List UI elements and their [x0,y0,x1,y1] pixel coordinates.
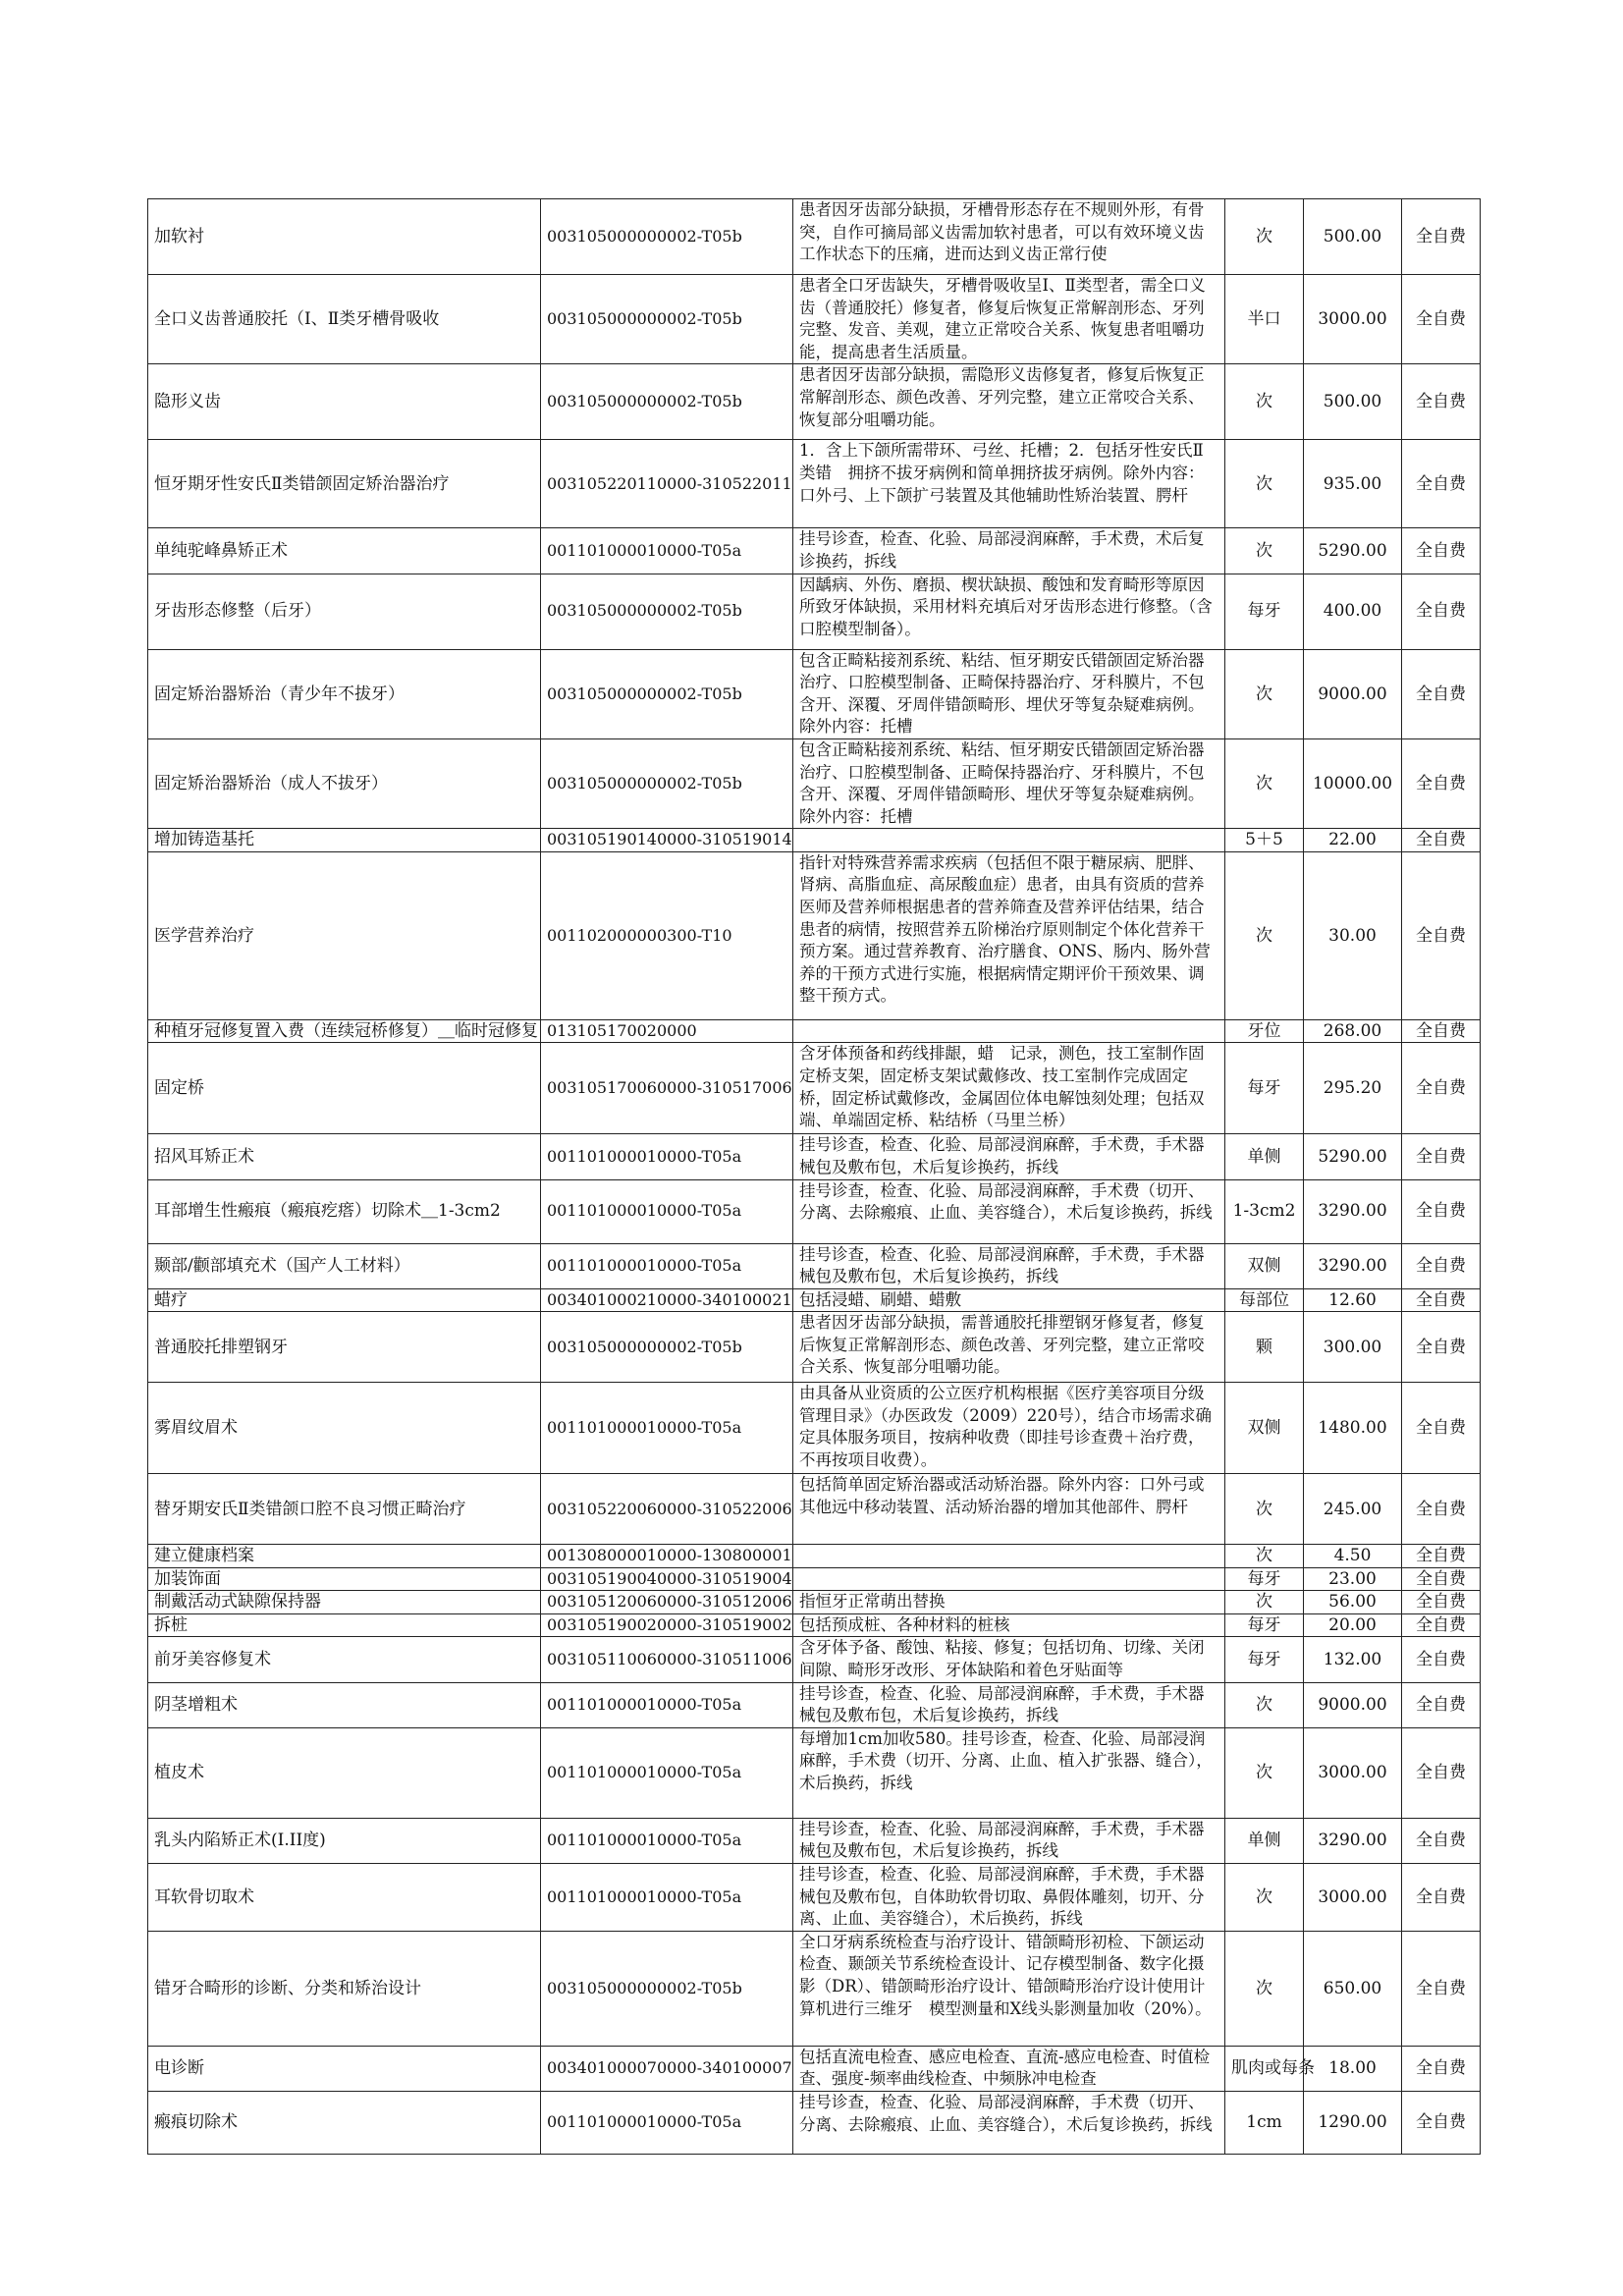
cell-code: 003401000210000-340100021 [541,1288,793,1312]
cell-price: 20.00 [1304,1613,1402,1637]
cell-desc: 由具备从业资质的公立医疗机构根据《医疗美容项目分级管理目录》（办医政发（2009）220号），结合市场需求确定具体服务项目，按病种收费（即挂号诊查费＋治疗费，不再按项目收费）。 [793,1383,1225,1474]
cell-code: 001101000010000-T05a [541,1682,793,1727]
cell-price: 9000.00 [1304,1682,1402,1727]
table-row [148,1727,1481,1818]
cell-desc: 每增加1cm加收580。挂号诊查，检查、化验、局部浸润麻醉，手术费（切开、分离、止血、植入扩张器、缝合），术后换药，拆线 [793,1727,1225,1818]
cell-name: 耳部增生性瘢痕（瘢痕疙瘩）切除术＿1-3cm2 [148,1179,541,1243]
cell-unit: 半口 [1225,275,1304,364]
cell-name: 瘢痕切除术 [148,2092,541,2155]
cell-name: 加装饰面 [148,1567,541,1591]
cell-pay: 全自费 [1402,364,1481,440]
cell-price: 935.00 [1304,440,1402,528]
table-row [148,1818,1481,1863]
cell-pay: 全自费 [1402,1637,1481,1682]
table-row [148,738,1481,828]
cell-unit: 次 [1225,1727,1304,1818]
cell-unit: 次 [1225,1591,1304,1614]
cell-name: 蜡疗 [148,1288,541,1312]
cell-pay: 全自费 [1402,1864,1481,1932]
cell-pay: 全自费 [1402,1288,1481,1312]
cell-price: 3290.00 [1304,1818,1402,1863]
cell-unit: 次 [1225,851,1304,1019]
cell-unit: 颗 [1225,1312,1304,1383]
cell-pay: 全自费 [1402,1727,1481,1818]
cell-name: 替牙期安氏Ⅱ类错颌口腔不良习惯正畸治疗 [148,1474,541,1545]
cell-code: 003105220110000-310522011 [541,440,793,528]
cell-name: 制戴活动式缺隙保持器 [148,1591,541,1614]
cell-unit: 次 [1225,528,1304,574]
cell-pay: 全自费 [1402,649,1481,738]
cell-desc: 指针对特殊营养需求疾病（包括但不限于糖尿病、肥胖、肾病、高脂血症、高尿酸血症）患者，由具有资质的营养医师及营养师根据患者的营养筛查及营养评估结果，结合患者的病情，按照营养五阶梯治疗原则制定个体化营养干预方案。通过营养教育、治疗膳食、ONS、肠内、肠外营养的干预方式进行实施，根据病情定期评价干预效果、调整干预方式。 [793,851,1225,1019]
cell-name: 错牙合畸形的诊断、分类和矫治设计 [148,1931,541,2046]
cell-pay: 全自费 [1402,199,1481,275]
cell-code: 003105110060000-310511006 [541,1637,793,1682]
table-row [148,1179,1481,1243]
table-row [148,1474,1481,1545]
cell-name: 雾眉纹眉术 [148,1383,541,1474]
cell-desc: 全口牙病系统检查与治疗设计、错颌畸形初检、下颌运动检查、颞颌关节系统检查设计、记存模型制备、数字化摄影（DR）、错颌畸形治疗设计、错颌畸形治疗设计使用计算机进行三维牙 模型测量和X线头影测量加收（20%）。 [793,1931,1225,2046]
cell-unit: 次 [1225,440,1304,528]
cell-pay: 全自费 [1402,2046,1481,2091]
cell-unit: 次 [1225,649,1304,738]
cell-name: 耳软骨切取术 [148,1864,541,1932]
cell-code: 003105000000002-T05b [541,574,793,649]
cell-code: 003401000070000-340100007 [541,2046,793,2091]
cell-pay: 全自费 [1402,574,1481,649]
cell-desc: 包含正畸粘接剂系统、粘结、恒牙期安氏错颌固定矫治器治疗、口腔模型制备、正畸保持器治疗、牙科膜片，不包含开、深覆、牙周伴错颌畸形、埋伏牙等复杂疑难病例。除外内容：托槽 [793,738,1225,828]
cell-unit: 1cm [1225,2092,1304,2155]
cell-desc: 指恒牙正常萌出替换 [793,1591,1225,1614]
cell-name: 医学营养治疗 [148,851,541,1019]
cell-code: 001101000010000-T05a [541,2092,793,2155]
table-row [148,1545,1481,1568]
cell-name: 阴茎增粗术 [148,1682,541,1727]
table-row [148,528,1481,574]
cell-code: 003105000000002-T05b [541,738,793,828]
cell-desc: 1．含上下颌所需带环、弓丝、托槽；2．包括牙性安氏Ⅱ类错 拥挤不拔牙病例和简单拥挤拔牙病例。除外内容：口外弓、上下颌扩弓装置及其他辅助性矫治装置、腭杆 [793,440,1225,528]
table-row [148,1243,1481,1288]
cell-code: 003105190040000-310519004 [541,1567,793,1591]
cell-price: 9000.00 [1304,649,1402,738]
cell-unit: 每牙 [1225,574,1304,649]
cell-code: 003105000000002-T05b [541,275,793,364]
cell-unit: 1-3cm2 [1225,1179,1304,1243]
table-row [148,1591,1481,1614]
cell-unit: 次 [1225,1545,1304,1568]
cell-pay: 全自费 [1402,1545,1481,1568]
cell-code: 001102000000300-T10 [541,851,793,1019]
cell-desc [793,1545,1225,1568]
cell-code: 001101000010000-T05a [541,1243,793,1288]
fee-table [147,198,1481,2155]
cell-code: 003105000000002-T05b [541,199,793,275]
table-row [148,1864,1481,1932]
table-row [148,1613,1481,1637]
cell-pay: 全自费 [1402,1567,1481,1591]
cell-unit: 每部位 [1225,1288,1304,1312]
cell-code: 003105000000002-T05b [541,649,793,738]
table-row [148,364,1481,440]
cell-name: 牙齿形态修整（后牙） [148,574,541,649]
cell-name: 种植牙冠修复置入费（连续冠桥修复）＿临时冠修复 [148,1019,541,1043]
cell-price: 400.00 [1304,574,1402,649]
cell-unit: 每牙 [1225,1613,1304,1637]
table-row [148,1019,1481,1043]
cell-desc [793,1019,1225,1043]
cell-unit: 每牙 [1225,1637,1304,1682]
table-row [148,1288,1481,1312]
cell-price: 23.00 [1304,1567,1402,1591]
cell-pay: 全自费 [1402,851,1481,1019]
cell-unit: 次 [1225,1864,1304,1932]
cell-name: 全口义齿普通胶托（Ⅰ、Ⅱ类牙槽骨吸收 [148,275,541,364]
cell-desc: 挂号诊查，检查、化验、局部浸润麻醉，手术费（切开、分离、去除瘢痕、止血、美容缝合），术后复诊换药，拆线 [793,1179,1225,1243]
cell-pay: 全自费 [1402,1134,1481,1179]
cell-pay: 全自费 [1402,738,1481,828]
cell-desc: 患者因牙齿部分缺损，需隐形义齿修复者，修复后恢复正常解剖形态、颜色改善、牙列完整，建立正常咬合关系、恢复部分咀嚼功能。 [793,364,1225,440]
table-row [148,440,1481,528]
cell-pay: 全自费 [1402,1179,1481,1243]
cell-desc [793,1567,1225,1591]
cell-price: 500.00 [1304,199,1402,275]
cell-desc: 挂号诊查，检查、化验、局部浸润麻醉，手术费（切开、分离、去除瘢痕、止血、美容缝合），术后复诊换药，拆线 [793,2092,1225,2155]
cell-desc: 患者因牙齿部分缺损，牙槽骨形态存在不规则外形，有骨突，自作可摘局部义齿需加软衬患者，可以有效环境义齿工作状态下的压痛，进而达到义齿正常行使 [793,199,1225,275]
cell-code: 013105170020000 [541,1019,793,1043]
cell-code: 001308000010000-130800001 [541,1545,793,1568]
cell-price: 3290.00 [1304,1179,1402,1243]
cell-desc: 挂号诊查，检查、化验、局部浸润麻醉，手术费，术后复诊换药，拆线 [793,528,1225,574]
cell-desc: 因龋病、外伤、磨损、楔状缺损、酸蚀和发育畸形等原因所致牙体缺损，采用材料充填后对牙齿形态进行修整。（含口腔模型制备）。 [793,574,1225,649]
cell-pay: 全自费 [1402,440,1481,528]
cell-unit: 次 [1225,364,1304,440]
table-row [148,1312,1481,1383]
cell-pay: 全自费 [1402,1019,1481,1043]
cell-price: 10000.00 [1304,738,1402,828]
cell-price: 245.00 [1304,1474,1402,1545]
cell-price: 500.00 [1304,364,1402,440]
table-row [148,275,1481,364]
cell-price: 12.60 [1304,1288,1402,1312]
cell-pay: 全自费 [1402,275,1481,364]
table-row [148,1383,1481,1474]
cell-unit: 次 [1225,1682,1304,1727]
cell-desc: 含牙体预备和药线排龈，蜡 记录，测色，技工室制作固定桥支架，固定桥支架试戴修改、技工室制作完成固定桥，固定桥试戴修改，金属固位体电解蚀刻处理；包括双端、单端固定桥、粘结桥（马里兰桥） [793,1043,1225,1134]
cell-code: 003105170060000-310517006 [541,1043,793,1134]
cell-pay: 全自费 [1402,1474,1481,1545]
cell-price: 3000.00 [1304,275,1402,364]
cell-unit: 单侧 [1225,1134,1304,1179]
cell-unit: 肌肉或每条 [1225,2046,1304,2091]
cell-desc: 挂号诊查，检查、化验、局部浸润麻醉，手术费，手术器械包及敷布包，术后复诊换药，拆线 [793,1134,1225,1179]
cell-code: 003105000000002-T05b [541,1931,793,2046]
cell-desc: 患者全口牙齿缺失，牙槽骨吸收呈Ⅰ、Ⅱ类型者，需全口义齿（普通胶托）修复者，修复后恢复正常解剖形态、牙列完整、发音、美观，建立正常咬合关系、恢复患者咀嚼功能，提高患者生活质量。 [793,275,1225,364]
cell-desc: 挂号诊查，检查、化验、局部浸润麻醉，手术费，手术器械包及敷布包，术后复诊换药，拆线 [793,1818,1225,1863]
cell-price: 5290.00 [1304,1134,1402,1179]
cell-desc: 挂号诊查，检查、化验、局部浸润麻醉，手术费，手术器械包及敷布包，自体助软骨切取、鼻假体雕刻，切开、分离、止血、美容缝合），术后换药，拆线 [793,1864,1225,1932]
cell-pay: 全自费 [1402,1613,1481,1637]
cell-desc: 包括浸蜡、刷蜡、蜡敷 [793,1288,1225,1312]
cell-unit: 次 [1225,738,1304,828]
cell-price: 5290.00 [1304,528,1402,574]
cell-desc: 包括预成桩、各种材料的桩核 [793,1613,1225,1637]
cell-unit: 每牙 [1225,1567,1304,1591]
cell-unit: 双侧 [1225,1243,1304,1288]
cell-unit: 次 [1225,1474,1304,1545]
cell-code: 003105190140000-310519014 [541,829,793,852]
cell-desc: 包含正畸粘接剂系统、粘结、恒牙期安氏错颌固定矫治器治疗、口腔模型制备、正畸保持器治疗、牙科膜片，不包含开、深覆、牙周伴错颌畸形、埋伏牙等复杂疑难病例。除外内容：托槽 [793,649,1225,738]
cell-pay: 全自费 [1402,1312,1481,1383]
cell-code: 003105120060000-310512006 [541,1591,793,1614]
table-row [148,2092,1481,2155]
cell-code: 003105000000002-T05b [541,1312,793,1383]
cell-desc: 挂号诊查，检查、化验、局部浸润麻醉，手术费，手术器械包及敷布包，术后复诊换药，拆线 [793,1243,1225,1288]
table-row [148,1637,1481,1682]
table-row [148,851,1481,1019]
cell-price: 56.00 [1304,1591,1402,1614]
cell-desc: 包括直流电检查、感应电检查、直流-感应电检查、时值检查、强度-频率曲线检查、中频脉冲电检查 [793,2046,1225,2091]
cell-pay: 全自费 [1402,829,1481,852]
cell-code: 001101000010000-T05a [541,1727,793,1818]
cell-price: 1290.00 [1304,2092,1402,2155]
table-row [148,199,1481,275]
cell-unit: 次 [1225,199,1304,275]
cell-price: 268.00 [1304,1019,1402,1043]
cell-unit: 牙位 [1225,1019,1304,1043]
cell-price: 300.00 [1304,1312,1402,1383]
cell-price: 18.00 [1304,2046,1402,2091]
cell-code: 003105190020000-310519002 [541,1613,793,1637]
cell-code: 001101000010000-T05a [541,1864,793,1932]
cell-code: 001101000010000-T05a [541,528,793,574]
cell-name: 建立健康档案 [148,1545,541,1568]
table-row [148,574,1481,649]
cell-unit: 双侧 [1225,1383,1304,1474]
cell-name: 增加铸造基托 [148,829,541,852]
cell-name: 前牙美容修复术 [148,1637,541,1682]
table-row [148,1134,1481,1179]
cell-pay: 全自费 [1402,1383,1481,1474]
cell-price: 132.00 [1304,1637,1402,1682]
table-row [148,1682,1481,1727]
cell-code: 003105000000002-T05b [541,364,793,440]
cell-name: 加软衬 [148,199,541,275]
cell-price: 30.00 [1304,851,1402,1019]
cell-name: 隐形义齿 [148,364,541,440]
cell-price: 650.00 [1304,1931,1402,2046]
cell-name: 固定桥 [148,1043,541,1134]
cell-name: 普通胶托排塑钢牙 [148,1312,541,1383]
cell-price: 295.20 [1304,1043,1402,1134]
cell-name: 颞部/颧部填充术（国产人工材料） [148,1243,541,1288]
table-row [148,1043,1481,1134]
cell-pay: 全自费 [1402,1682,1481,1727]
table-row [148,1567,1481,1591]
cell-price: 3290.00 [1304,1243,1402,1288]
cell-price: 3000.00 [1304,1727,1402,1818]
cell-unit: 5＋5 [1225,829,1304,852]
cell-price: 3000.00 [1304,1864,1402,1932]
cell-desc: 患者因牙齿部分缺损，需普通胶托排塑钢牙修复者，修复后恢复正常解剖形态、颜色改善、牙列完整，建立正常咬合关系、恢复部分咀嚼功能。 [793,1312,1225,1383]
cell-name: 乳头内陷矫正术(I.II度) [148,1818,541,1863]
cell-price: 22.00 [1304,829,1402,852]
cell-name: 单纯驼峰鼻矫正术 [148,528,541,574]
cell-name: 固定矫治器矫治（青少年不拔牙） [148,649,541,738]
cell-pay: 全自费 [1402,1931,1481,2046]
cell-code: 003105220060000-310522006 [541,1474,793,1545]
cell-pay: 全自费 [1402,1043,1481,1134]
cell-code: 001101000010000-T05a [541,1818,793,1863]
cell-code: 001101000010000-T05a [541,1383,793,1474]
cell-pay: 全自费 [1402,2092,1481,2155]
table-row [148,2046,1481,2091]
cell-name: 恒牙期牙性安氏Ⅱ类错颌固定矫治器治疗 [148,440,541,528]
cell-name: 招风耳矫正术 [148,1134,541,1179]
cell-price: 1480.00 [1304,1383,1402,1474]
cell-code: 001101000010000-T05a [541,1134,793,1179]
cell-unit: 单侧 [1225,1818,1304,1863]
cell-code: 001101000010000-T05a [541,1179,793,1243]
cell-name: 植皮术 [148,1727,541,1818]
cell-desc [793,829,1225,852]
cell-pay: 全自费 [1402,528,1481,574]
cell-pay: 全自费 [1402,1818,1481,1863]
cell-price: 4.50 [1304,1545,1402,1568]
cell-desc: 挂号诊查，检查、化验、局部浸润麻醉，手术费，手术器械包及敷布包，术后复诊换药，拆线 [793,1682,1225,1727]
cell-name: 电诊断 [148,2046,541,2091]
cell-desc: 含牙体予备、酸蚀、粘接、修复；包括切角、切缘、关闭间隙、畸形牙改形、牙体缺陷和着色牙贴面等 [793,1637,1225,1682]
table-row [148,829,1481,852]
cell-name: 拆桩 [148,1613,541,1637]
cell-unit: 每牙 [1225,1043,1304,1134]
cell-pay: 全自费 [1402,1243,1481,1288]
cell-name: 固定矫治器矫治（成人不拔牙） [148,738,541,828]
cell-desc: 包括简单固定矫治器或活动矫治器。除外内容：口外弓或其他远中移动装置、活动矫治器的增加其他部件、腭杆 [793,1474,1225,1545]
cell-unit: 次 [1225,1931,1304,2046]
table-row [148,649,1481,738]
cell-pay: 全自费 [1402,1591,1481,1614]
table-row [148,1931,1481,2046]
